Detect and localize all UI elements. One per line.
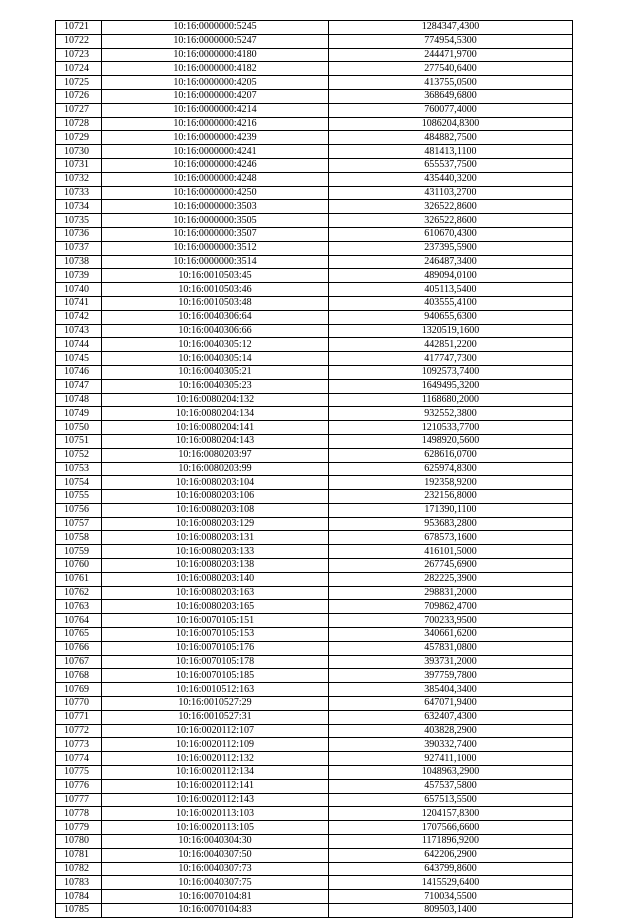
- value-cell: 244471,9700: [329, 48, 573, 62]
- cadastral-number-cell: 10:16:0070104:81: [102, 890, 329, 904]
- value-cell: 435440,3200: [329, 172, 573, 186]
- row-number-cell: 10749: [56, 407, 102, 421]
- cadastral-number-cell: 10:16:0080203:131: [102, 531, 329, 545]
- table-row: [56, 421, 573, 435]
- table-row: [56, 476, 573, 490]
- cadastral-number-cell: 10:16:0000000:4250: [102, 186, 329, 200]
- table-row: [56, 158, 573, 172]
- row-number-cell: 10782: [56, 862, 102, 876]
- row-number-cell: 10754: [56, 476, 102, 490]
- cadastral-number-cell: 10:16:0080203:129: [102, 517, 329, 531]
- row-number-cell: 10756: [56, 503, 102, 517]
- cadastral-number-cell: 10:16:0000000:4214: [102, 103, 329, 117]
- table-row: [56, 462, 573, 476]
- value-cell: 642206,2900: [329, 848, 573, 862]
- value-cell: 655537,7500: [329, 158, 573, 172]
- value-cell: 385404,3400: [329, 683, 573, 697]
- cadastral-number-cell: 10:16:0040304:30: [102, 835, 329, 849]
- value-cell: 1092573,7400: [329, 365, 573, 379]
- cadastral-number-cell: 10:16:0000000:5245: [102, 21, 329, 35]
- value-cell: 1415529,6400: [329, 876, 573, 890]
- table-row: [56, 103, 573, 117]
- cadastral-number-cell: 10:16:0020112:132: [102, 752, 329, 766]
- cadastral-number-cell: 10:16:0080204:141: [102, 421, 329, 435]
- row-number-cell: 10742: [56, 310, 102, 324]
- table-row: [56, 710, 573, 724]
- value-cell: 417747,7300: [329, 352, 573, 366]
- value-cell: 237395,5900: [329, 241, 573, 255]
- cadastral-number-cell: 10:16:0080204:143: [102, 434, 329, 448]
- value-cell: 927411,1000: [329, 752, 573, 766]
- row-number-cell: 10776: [56, 779, 102, 793]
- table-row: [56, 448, 573, 462]
- row-number-cell: 10768: [56, 669, 102, 683]
- table-row: [56, 793, 573, 807]
- table-row: [56, 531, 573, 545]
- cadastral-number-cell: 10:16:0010503:48: [102, 296, 329, 310]
- cadastral-number-cell: 10:16:0000000:4248: [102, 172, 329, 186]
- value-cell: 282225,3900: [329, 572, 573, 586]
- row-number-cell: 10769: [56, 683, 102, 697]
- value-cell: 442851,2200: [329, 338, 573, 352]
- cadastral-number-cell: 10:16:0040305:14: [102, 352, 329, 366]
- cadastral-number-cell: 10:16:0080204:132: [102, 393, 329, 407]
- cadastral-number-cell: 10:16:0040306:66: [102, 324, 329, 338]
- table-row: [56, 821, 573, 835]
- cadastral-number-cell: 10:16:0000000:4241: [102, 145, 329, 159]
- cadastral-number-cell: 10:16:0040307:50: [102, 848, 329, 862]
- cadastral-number-cell: 10:16:0020112:107: [102, 724, 329, 738]
- row-number-cell: 10736: [56, 227, 102, 241]
- value-cell: 416101,5000: [329, 545, 573, 559]
- value-cell: 940655,6300: [329, 310, 573, 324]
- row-number-cell: 10745: [56, 352, 102, 366]
- value-cell: 1284347,4300: [329, 21, 573, 35]
- row-number-cell: 10723: [56, 48, 102, 62]
- table-row: [56, 434, 573, 448]
- value-cell: 232156,8000: [329, 490, 573, 504]
- value-cell: 628616,0700: [329, 448, 573, 462]
- table-row: [56, 255, 573, 269]
- table-row: [56, 172, 573, 186]
- value-cell: 1210533,7700: [329, 421, 573, 435]
- table-body: [56, 21, 573, 918]
- cadastral-number-cell: 10:16:0020112:109: [102, 738, 329, 752]
- value-cell: 610670,4300: [329, 227, 573, 241]
- cadastral-number-cell: 10:16:0020113:103: [102, 807, 329, 821]
- value-cell: 953683,2800: [329, 517, 573, 531]
- cadastral-number-cell: 10:16:0000000:4205: [102, 76, 329, 90]
- row-number-cell: 10737: [56, 241, 102, 255]
- cadastral-number-cell: 10:16:0010503:45: [102, 269, 329, 283]
- row-number-cell: 10738: [56, 255, 102, 269]
- table-row: [56, 876, 573, 890]
- value-cell: 1498920,5600: [329, 434, 573, 448]
- value-cell: 390332,7400: [329, 738, 573, 752]
- cadastral-number-cell: 10:16:0000000:3505: [102, 214, 329, 228]
- table-row: [56, 365, 573, 379]
- cadastral-number-cell: 10:16:0080203:138: [102, 559, 329, 573]
- row-number-cell: 10771: [56, 710, 102, 724]
- table-row: [56, 752, 573, 766]
- row-number-cell: 10728: [56, 117, 102, 131]
- cadastral-number-cell: 10:16:0040305:23: [102, 379, 329, 393]
- table-row: [56, 904, 573, 918]
- cadastral-number-cell: 10:16:0080204:134: [102, 407, 329, 421]
- table-row: [56, 131, 573, 145]
- table-row: [56, 724, 573, 738]
- cadastral-number-cell: 10:16:0080203:133: [102, 545, 329, 559]
- value-cell: 1320519,1600: [329, 324, 573, 338]
- value-cell: 1048963,2900: [329, 766, 573, 780]
- row-number-cell: 10779: [56, 821, 102, 835]
- cadastral-number-cell: 10:16:0010527:31: [102, 710, 329, 724]
- table-row: [56, 545, 573, 559]
- table-row: [56, 683, 573, 697]
- value-cell: 405113,5400: [329, 283, 573, 297]
- value-cell: 1086204,8300: [329, 117, 573, 131]
- table-row: [56, 614, 573, 628]
- row-number-cell: 10755: [56, 490, 102, 504]
- value-cell: 489094,0100: [329, 269, 573, 283]
- table-row: [56, 310, 573, 324]
- table-row: [56, 669, 573, 683]
- row-number-cell: 10764: [56, 614, 102, 628]
- table-row: [56, 338, 573, 352]
- table-row: [56, 21, 573, 35]
- cadastral-number-cell: 10:16:0040307:75: [102, 876, 329, 890]
- row-number-cell: 10781: [56, 848, 102, 862]
- value-cell: 1707566,6600: [329, 821, 573, 835]
- value-cell: 431103,2700: [329, 186, 573, 200]
- cadastral-number-cell: 10:16:0040305:21: [102, 365, 329, 379]
- row-number-cell: 10759: [56, 545, 102, 559]
- cadastral-number-cell: 10:16:0040307:73: [102, 862, 329, 876]
- row-number-cell: 10743: [56, 324, 102, 338]
- cadastral-number-cell: 10:16:0000000:4180: [102, 48, 329, 62]
- value-cell: 340661,6200: [329, 628, 573, 642]
- value-cell: 326522,8600: [329, 214, 573, 228]
- table-row: [56, 324, 573, 338]
- table-row: [56, 62, 573, 76]
- cadastral-value-table: [55, 20, 573, 918]
- cadastral-number-cell: 10:16:0070105:178: [102, 655, 329, 669]
- row-number-cell: 10725: [56, 76, 102, 90]
- row-number-cell: 10763: [56, 600, 102, 614]
- row-number-cell: 10722: [56, 34, 102, 48]
- row-number-cell: 10735: [56, 214, 102, 228]
- row-number-cell: 10770: [56, 697, 102, 711]
- row-number-cell: 10762: [56, 586, 102, 600]
- cadastral-number-cell: 10:16:0080203:108: [102, 503, 329, 517]
- cadastral-number-cell: 10:16:0070104:83: [102, 904, 329, 918]
- cadastral-number-cell: 10:16:0010527:29: [102, 697, 329, 711]
- row-number-cell: 10784: [56, 890, 102, 904]
- table-row: [56, 586, 573, 600]
- value-cell: 1649495,3200: [329, 379, 573, 393]
- row-number-cell: 10772: [56, 724, 102, 738]
- value-cell: 643799,8600: [329, 862, 573, 876]
- row-number-cell: 10758: [56, 531, 102, 545]
- table-row: [56, 117, 573, 131]
- value-cell: 774954,5300: [329, 34, 573, 48]
- value-cell: 246487,3400: [329, 255, 573, 269]
- table-row: [56, 283, 573, 297]
- value-cell: 457537,5800: [329, 779, 573, 793]
- cadastral-number-cell: 10:16:0000000:4182: [102, 62, 329, 76]
- table-row: [56, 848, 573, 862]
- row-number-cell: 10750: [56, 421, 102, 435]
- table-row: [56, 379, 573, 393]
- table-row: [56, 407, 573, 421]
- row-number-cell: 10761: [56, 572, 102, 586]
- value-cell: 632407,4300: [329, 710, 573, 724]
- row-number-cell: 10773: [56, 738, 102, 752]
- table-row: [56, 145, 573, 159]
- cadastral-number-cell: 10:16:0000000:4246: [102, 158, 329, 172]
- cadastral-number-cell: 10:16:0000000:5247: [102, 34, 329, 48]
- table-row: [56, 352, 573, 366]
- table-row: [56, 835, 573, 849]
- cadastral-number-cell: 10:16:0040306:64: [102, 310, 329, 324]
- row-number-cell: 10726: [56, 89, 102, 103]
- value-cell: 403555,4100: [329, 296, 573, 310]
- value-cell: 368649,6800: [329, 89, 573, 103]
- value-cell: 277540,6400: [329, 62, 573, 76]
- cadastral-number-cell: 10:16:0000000:3512: [102, 241, 329, 255]
- table-row: [56, 76, 573, 90]
- table-row: [56, 738, 573, 752]
- value-cell: 1168680,2000: [329, 393, 573, 407]
- value-cell: 403828,2900: [329, 724, 573, 738]
- row-number-cell: 10731: [56, 158, 102, 172]
- table-row: [56, 227, 573, 241]
- cadastral-number-cell: 10:16:0080203:97: [102, 448, 329, 462]
- cadastral-number-cell: 10:16:0000000:4216: [102, 117, 329, 131]
- value-cell: 484882,7500: [329, 131, 573, 145]
- row-number-cell: 10751: [56, 434, 102, 448]
- cadastral-number-cell: 10:16:0080203:99: [102, 462, 329, 476]
- cadastral-number-cell: 10:16:0040305:12: [102, 338, 329, 352]
- value-cell: 700233,9500: [329, 614, 573, 628]
- table-row: [56, 200, 573, 214]
- table-row: [56, 393, 573, 407]
- row-number-cell: 10765: [56, 628, 102, 642]
- table-row: [56, 807, 573, 821]
- table-row: [56, 655, 573, 669]
- cadastral-number-cell: 10:16:0020112:141: [102, 779, 329, 793]
- value-cell: 710034,5500: [329, 890, 573, 904]
- table-row: [56, 89, 573, 103]
- cadastral-number-cell: 10:16:0020113:105: [102, 821, 329, 835]
- row-number-cell: 10780: [56, 835, 102, 849]
- row-number-cell: 10777: [56, 793, 102, 807]
- value-cell: 397759,7800: [329, 669, 573, 683]
- cadastral-number-cell: 10:16:0070105:151: [102, 614, 329, 628]
- value-cell: 326522,8600: [329, 200, 573, 214]
- row-number-cell: 10734: [56, 200, 102, 214]
- cadastral-number-cell: 10:16:0080203:165: [102, 600, 329, 614]
- table-row: [56, 766, 573, 780]
- row-number-cell: 10732: [56, 172, 102, 186]
- value-cell: 932552,3800: [329, 407, 573, 421]
- row-number-cell: 10753: [56, 462, 102, 476]
- row-number-cell: 10757: [56, 517, 102, 531]
- table-row: [56, 186, 573, 200]
- value-cell: 413755,0500: [329, 76, 573, 90]
- table-row: [56, 862, 573, 876]
- row-number-cell: 10785: [56, 904, 102, 918]
- row-number-cell: 10739: [56, 269, 102, 283]
- row-number-cell: 10747: [56, 379, 102, 393]
- row-number-cell: 10733: [56, 186, 102, 200]
- cadastral-number-cell: 10:16:0080203:104: [102, 476, 329, 490]
- table-row: [56, 628, 573, 642]
- table-row: [56, 890, 573, 904]
- row-number-cell: 10740: [56, 283, 102, 297]
- value-cell: 760077,4000: [329, 103, 573, 117]
- cadastral-number-cell: 10:16:0000000:4207: [102, 89, 329, 103]
- value-cell: 457831,0800: [329, 641, 573, 655]
- value-cell: 1171896,9200: [329, 835, 573, 849]
- table-row: [56, 572, 573, 586]
- cadastral-number-cell: 10:16:0010503:46: [102, 283, 329, 297]
- row-number-cell: 10766: [56, 641, 102, 655]
- cadastral-number-cell: 10:16:0010512:163: [102, 683, 329, 697]
- table-row: [56, 697, 573, 711]
- cadastral-number-cell: 10:16:0000000:3503: [102, 200, 329, 214]
- table-row: [56, 779, 573, 793]
- cadastral-number-cell: 10:16:0070105:153: [102, 628, 329, 642]
- row-number-cell: 10730: [56, 145, 102, 159]
- value-cell: 298831,2000: [329, 586, 573, 600]
- row-number-cell: 10744: [56, 338, 102, 352]
- row-number-cell: 10775: [56, 766, 102, 780]
- table-row: [56, 269, 573, 283]
- row-number-cell: 10783: [56, 876, 102, 890]
- row-number-cell: 10752: [56, 448, 102, 462]
- value-cell: 709862,4700: [329, 600, 573, 614]
- table-row: [56, 641, 573, 655]
- value-cell: 267745,6900: [329, 559, 573, 573]
- table-row: [56, 503, 573, 517]
- row-number-cell: 10741: [56, 296, 102, 310]
- cadastral-number-cell: 10:16:0000000:4239: [102, 131, 329, 145]
- cadastral-number-cell: 10:16:0000000:3514: [102, 255, 329, 269]
- row-number-cell: 10729: [56, 131, 102, 145]
- cadastral-number-cell: 10:16:0020112:143: [102, 793, 329, 807]
- table-row: [56, 34, 573, 48]
- table-row: [56, 490, 573, 504]
- table-row: [56, 296, 573, 310]
- table-row: [56, 48, 573, 62]
- value-cell: 809503,1400: [329, 904, 573, 918]
- cadastral-number-cell: 10:16:0070105:185: [102, 669, 329, 683]
- row-number-cell: 10727: [56, 103, 102, 117]
- cadastral-number-cell: 10:16:0070105:176: [102, 641, 329, 655]
- value-cell: 1204157,8300: [329, 807, 573, 821]
- value-cell: 678573,1600: [329, 531, 573, 545]
- row-number-cell: 10721: [56, 21, 102, 35]
- value-cell: 647071,9400: [329, 697, 573, 711]
- row-number-cell: 10746: [56, 365, 102, 379]
- row-number-cell: 10774: [56, 752, 102, 766]
- row-number-cell: 10778: [56, 807, 102, 821]
- value-cell: 393731,2000: [329, 655, 573, 669]
- table-row: [56, 517, 573, 531]
- table-row: [56, 241, 573, 255]
- table-row: [56, 600, 573, 614]
- value-cell: 481413,1100: [329, 145, 573, 159]
- row-number-cell: 10767: [56, 655, 102, 669]
- value-cell: 625974,8300: [329, 462, 573, 476]
- cadastral-number-cell: 10:16:0080203:106: [102, 490, 329, 504]
- cadastral-number-cell: 10:16:0080203:140: [102, 572, 329, 586]
- value-cell: 192358,9200: [329, 476, 573, 490]
- row-number-cell: 10760: [56, 559, 102, 573]
- table-row: [56, 559, 573, 573]
- row-number-cell: 10748: [56, 393, 102, 407]
- row-number-cell: 10724: [56, 62, 102, 76]
- cadastral-number-cell: 10:16:0080203:163: [102, 586, 329, 600]
- table-row: [56, 214, 573, 228]
- cadastral-number-cell: 10:16:0000000:3507: [102, 227, 329, 241]
- value-cell: 171390,1100: [329, 503, 573, 517]
- cadastral-number-cell: 10:16:0020112:134: [102, 766, 329, 780]
- value-cell: 657513,5500: [329, 793, 573, 807]
